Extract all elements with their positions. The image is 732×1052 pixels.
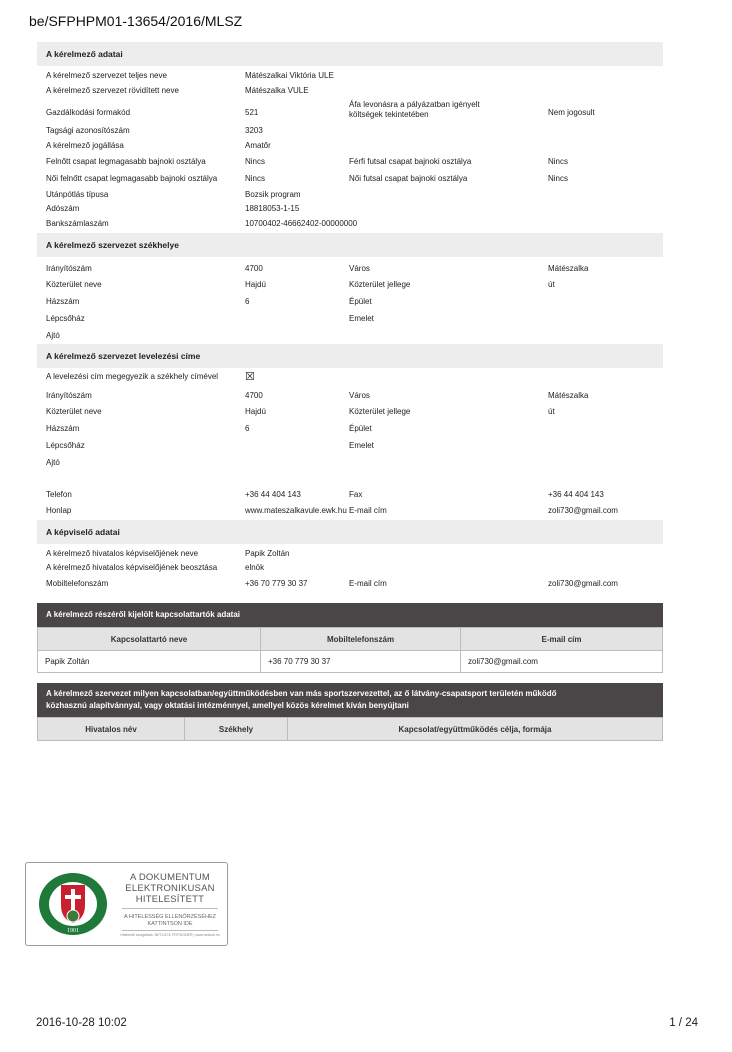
value: Mátészalka VULE [245,86,309,95]
value: út [548,280,555,289]
section-title: A kérelmező adatai [37,42,663,66]
value: Amatőr [245,141,271,150]
label: Épület [349,424,372,433]
label: Közterület neve [46,280,102,289]
title-line: közhasznú alapítvánnyal, vagy oktatási intézménnyel, amellyel közös kérelmet kíván benyújtani [46,701,409,710]
value: Hajdú [245,280,266,289]
value: Papik Zoltán [245,549,290,558]
value: 4700 [245,264,263,273]
label: Házszám [46,297,80,306]
label: A kérelmező hivatalos képviselőjének neve [46,549,199,558]
email-link[interactable]: zoli730@gmail.com [548,579,618,588]
stamp-sub-line: A HITELESSÉG ELLENŐRZÉSÉHEZ [123,914,216,920]
table-cell: zoli730@gmail.com [461,651,663,673]
label: Közterület jellege [349,407,411,416]
label: Adószám [46,204,80,213]
stamp-subtitle [118,914,222,928]
website-link[interactable]: www.mateszalkavule.ewk.hu [245,506,347,515]
table-cell: +36 70 779 30 37 [261,651,461,673]
applicant-section [37,42,663,66]
label: Utánpótlás típusa [46,190,109,199]
label: Férfi futsal csapat bajnoki osztálya [349,157,472,166]
value: Bozsik program [245,190,301,199]
contacts-section [37,603,663,673]
mlsz-seal-icon [34,871,112,937]
page-number: 1 / 24 [669,1017,698,1029]
label: Ajtó [46,331,60,340]
column-header: Mobiltelefonszám [261,628,461,651]
contacts-table [37,627,663,673]
label: Város [349,264,370,273]
value: Mátészalkai Viktória ULE [245,71,334,80]
label: A kérelmező szervezet rövidített neve [46,86,179,95]
label: Tagsági azonosítószám [46,126,130,135]
label: A kérelmező szervezet teljes neve [46,71,167,80]
stamp-title [118,872,222,905]
footer-date: 2016-10-28 10:02 [36,1017,127,1029]
value: +36 70 779 30 37 [245,579,308,588]
stamp-sub-line: KATTINTSON IDE [147,921,193,927]
label: Honlap [46,506,72,515]
value: 6 [245,424,250,433]
seat-section [37,233,663,257]
relations-section [37,683,663,741]
section-title: A kérelmező szervezet levelezési címe [37,344,663,368]
section-title: A képviselő adatai [37,520,663,544]
column-header: E-mail cím [461,628,663,651]
label: A kérelmező hivatalos képviselőjének beosztása [46,563,218,572]
mailing-section [37,344,663,368]
value: út [548,407,555,416]
label: Felnőtt csapat legmagasabb bajnoki osztálya [46,157,206,166]
section-title [37,683,663,717]
label: Közterület neve [46,407,102,416]
label: Irányítószám [46,391,92,400]
label: Bankszámlaszám [46,219,109,228]
stamp-title-line: A DOKUMENTUM [130,872,210,883]
label: Emelet [349,441,374,450]
stamp-title-line: HITELESÍTETT [135,894,205,905]
label: Város [349,391,370,400]
checkbox-icon: ☒ [245,371,255,383]
representative-section [37,520,663,544]
divider [122,908,218,909]
value: 521 [245,108,259,117]
label: Lépcsőház [46,441,85,450]
value: Nincs [245,174,266,183]
value: Nincs [548,174,569,183]
e-signature-stamp[interactable] [25,862,228,946]
value: Mátészalka [548,391,589,400]
label: A kérelmező jogállása [46,141,124,150]
value: elnök [245,563,265,572]
label: Gazdálkodási formakód [46,108,131,117]
label: A levelezési cím megegyezik a székhely címével [46,372,219,381]
label: E-mail cím [349,506,387,515]
title-line: A kérelmező szervezet milyen kapcsolatban/együttműködésben van más sportszervezettel, az ő látvány-csapatsport területén működő [46,689,557,698]
label: Irányítószám [46,264,92,273]
label: Fax [349,490,363,499]
label: Telefon [46,490,72,499]
label: Lépcsőház [46,314,85,323]
label: Áfa levonásra a pályázatban igényelt [349,100,480,109]
label: E-mail cím [349,579,387,588]
seal-year: 1901 [67,928,79,934]
value: Mátészalka [548,264,589,273]
stamp-provider: Hitelesítő szolgáltató: NETLOCK PDFSIGNER | www.netlock.hu [120,933,220,937]
value: 6 [245,297,250,306]
label: Közterület jellege [349,280,411,289]
section-title: A kérelmező szervezet székhelye [37,233,663,257]
value: Nincs [548,157,569,166]
label: Ajtó [46,458,60,467]
label: Mobiltelefonszám [46,579,109,588]
table-cell: Papik Zoltán [38,651,261,673]
table-row [38,651,663,673]
value: Hajdú [245,407,266,416]
value: Nem jogosult [548,108,595,117]
value: 10700402-46662402-00000000 [245,219,358,228]
label: költségek tekintetében [349,110,429,119]
divider [122,930,218,931]
label: Épület [349,297,372,306]
column-header: Kapcsolattartó neve [38,628,261,651]
value: 18818053-1-15 [245,204,300,213]
label: Emelet [349,314,374,323]
label: Házszám [46,424,80,433]
email-link[interactable]: zoli730@gmail.com [548,506,618,515]
document-id: be/SFPHPM01-13654/2016/MLSZ [29,13,243,29]
column-header: Székhely [185,718,288,741]
column-header: Kapcsolat/együttműködés célja, formája [288,718,663,741]
value: Nincs [245,157,266,166]
label: Női futsal csapat bajnoki osztálya [349,174,468,183]
relations-table [37,717,663,741]
value: +36 44 404 143 [245,490,301,499]
label: Női felnőtt csapat legmagasabb bajnoki osztálya [46,174,218,183]
section-title: A kérelmező részéről kijelölt kapcsolattartók adatai [37,603,663,627]
value: +36 44 404 143 [548,490,604,499]
value: 4700 [245,391,263,400]
stamp-title-line: ELEKTRONIKUSAN [125,883,215,894]
value: 3203 [245,126,263,135]
column-header: Hivatalos név [38,718,185,741]
